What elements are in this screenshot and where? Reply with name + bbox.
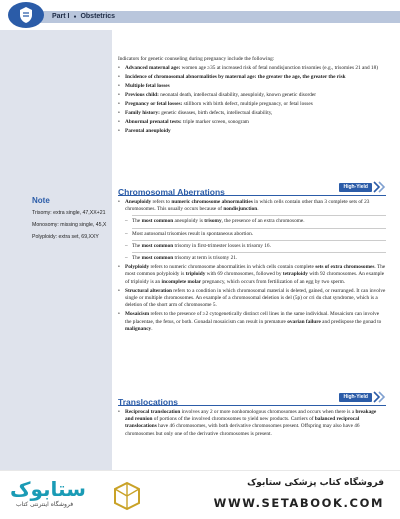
chromosomal-aberrations-section: [118, 182, 386, 335]
note-item-trisomy: Trisomy: extra single, 47,XX+21: [32, 210, 106, 216]
divider: [132, 215, 386, 216]
page-header: [0, 0, 400, 30]
aneuploidy-paragraph: • Aneuploidy refers to numeric chromosome abnormalities in which cells contain other than 3 complete sets of 23 chromosomes. This usually occurs because of nondisjunction.: [118, 199, 370, 213]
list-item: • Previous child: neonatal death, intellectual disability, aneuploidy, known genetic disorder: [118, 91, 317, 98]
section-heading: [118, 182, 386, 197]
reciprocal-translocation-paragraph: • Reciprocal translocation involves any 2 or more nonhomologous chromosomes and occurs when there is a breakage and reunion of portions of the involved chromosomes to yield new products. Carriers of balanced reciprocal translocations have 46 chromosomes, with both derivative chromosomes present. Offspring may also have 46 chromosomes but only one of the derivative chromosomes is present.: [118, 409, 377, 437]
list-item: • Abnormal prenatal tests: triple marker screen, sonogram: [118, 118, 249, 125]
website-link[interactable]: WWW.SETABOOK.COM: [213, 496, 384, 510]
aneuploidy-point: – The most common aneuploidy is trisomy, the presence of an extra chromosome.: [125, 218, 305, 225]
list-item: • Parental aneuploidy: [118, 127, 171, 134]
list-item: • Incidence of chromosomal abnormalities by maternal age: the greater the age, the greater the risk: [118, 73, 346, 80]
note-box: [32, 196, 112, 246]
translocations-section: [118, 392, 386, 440]
store-title: فروشگاه کتاب پزشکی ستابوک: [247, 478, 384, 488]
book-cube-icon: [112, 481, 142, 511]
section-heading: [118, 392, 386, 407]
list-item: • Pregnancy or fetal losses: stillborn with birth defect, multiple pregnancy, or fetal losses: [118, 100, 313, 107]
section-label: Obstetrics: [80, 13, 116, 20]
polyploidy-paragraph: • Polyploidy refers to numeric chromosome abnormalities in which cells contain complete sets of extra chromosomes. The most common polyploidy is triploidy with 69 chromosomes, followed by tetraploidy with 92 chromosomes. An example of triploidy is an incomplete molar pregnancy, which occurs from fertilization of an egg by two sperm.: [118, 264, 386, 285]
header-running-title: [52, 11, 115, 23]
chevron-right-icon: [372, 391, 386, 403]
note-item-monosomy: Monosomy: missing single, 45,X: [32, 222, 107, 228]
aneuploidy-point: – Most autosomal trisomies result in spontaneous abortion.: [125, 230, 254, 237]
logo-text: ستابوک: [10, 477, 86, 501]
section-title: Chromosomal Aberrations: [118, 187, 225, 197]
list-item: • Advanced maternal age: women age ≥35 at increased risk of fetal nondisjunction trisomies (e.g., trisomies 21 and 18): [118, 64, 378, 71]
divider: [132, 240, 386, 241]
structural-alteration-paragraph: • Structural alteration refers to a condition in which chromosomal material is deleted, gained, or rearranged. It can involve single or multiple chromosomes. An example of a chromosomal deletion is del (5p) or cri du chat syndrome, which is a deletion of the short arm of chromosome 5.: [118, 287, 386, 309]
aneuploidy-point: – The most common trisomy at term is trisomy 21.: [125, 255, 238, 262]
list-item: • Multiple fetal losses: [118, 82, 170, 89]
note-sidebar: [0, 30, 112, 470]
publisher-footer: [0, 470, 400, 519]
setabook-logo[interactable]: [10, 477, 106, 513]
high-yield-badge: High-Yield: [339, 183, 372, 192]
intro-lead: Indicators for genetic counseling during pregnancy include the following:: [118, 56, 275, 62]
separator-dot: ●: [73, 14, 77, 20]
high-yield-badge: High-Yield: [339, 393, 372, 402]
part-label: Part I: [52, 13, 70, 20]
cornell-shield-icon: [8, 2, 44, 28]
genetic-counseling-indicators: [118, 56, 386, 137]
indicator-list: [118, 65, 386, 135]
list-item: • Family history: genetic diseases, birth defects, intellectual disability,: [118, 109, 273, 116]
section-title: Translocations: [118, 397, 178, 407]
logo-subtitle: فروشگاه اینترنتی کتاب: [16, 501, 74, 508]
aneuploidy-point: – The most common trisomy in first-trimester losses is trisomy 16.: [125, 242, 271, 249]
divider: [132, 252, 386, 253]
note-title: Note: [32, 196, 50, 205]
note-item-polyploidy: Polyploidy: extra set, 69,XXY: [32, 234, 99, 240]
mosaicism-paragraph: • Mosaicism refers to the presence of ≥2 cytogenetically distinct cell lines in the same individual. Mosaicism can involve the placentae, the fetus, or both. Gonadal mosaicism can result in premature ovarian failure and predispose the gonad to malignancy.: [118, 311, 382, 332]
chevron-right-icon: [372, 181, 386, 193]
divider: [132, 228, 386, 229]
